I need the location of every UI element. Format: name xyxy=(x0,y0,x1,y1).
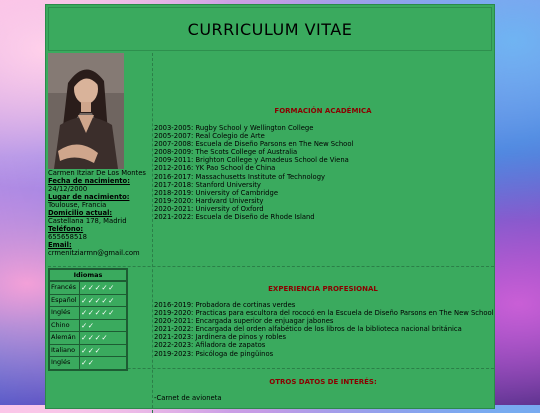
list-item: 2019-2020: Hardvard University xyxy=(154,196,264,205)
language-name: Inglés xyxy=(50,357,80,369)
language-row xyxy=(50,294,126,307)
profile-photo xyxy=(48,53,124,169)
language-name: Francés xyxy=(50,282,80,294)
list-item: 2007-2008: Escuela de Diseño Parsons en The New School xyxy=(154,140,354,149)
list-item: -Carnet de avioneta xyxy=(154,394,222,402)
language-name: Alemán xyxy=(50,332,80,344)
list-item: 2009-2011: Brighton College y Amadeus School de Viena xyxy=(154,156,349,165)
list-item: 2019-2023: Psicóloga de pingüinos xyxy=(154,349,274,358)
experience-title: EXPERIENCIA PROFESIONAL xyxy=(268,285,378,293)
list-item: 2005-2007: Real Colegio de Arte xyxy=(154,132,265,141)
language-name: Italiano xyxy=(50,345,80,357)
address-label: Domicilio actual: xyxy=(48,209,113,217)
language-level-checks: ✓✓ xyxy=(81,358,95,367)
education-list xyxy=(154,124,494,221)
list-item: 2019-2020: Practicas para escultora del rococó en la Escuela de Diseño Parsons en The New School xyxy=(154,309,494,318)
phone-value: 655658518 xyxy=(48,233,87,241)
language-row xyxy=(50,281,126,294)
language-name: Inglés xyxy=(50,307,80,319)
list-item: 2021-2022: Escuela de Diseño de Rhode Island xyxy=(154,213,315,222)
list-item: 2020-2021: Encargada superior de enjuagar jabones xyxy=(154,317,334,326)
language-name: Español xyxy=(50,295,80,307)
page-title: CURRICULUM VITAE xyxy=(187,19,353,39)
row-divider xyxy=(48,266,494,267)
language-row xyxy=(50,319,126,332)
list-item: 2020-2021: University of Oxford xyxy=(154,204,264,213)
language-name: Chino xyxy=(50,320,80,332)
language-level-checks: ✓✓✓✓✓ xyxy=(81,308,115,317)
language-row xyxy=(50,306,126,319)
birth-label: Fecha de nacimiento: xyxy=(48,177,130,185)
place-label: Lugar de nacimiento: xyxy=(48,193,130,201)
education-title: FORMACIÓN ACADÉMICA xyxy=(274,107,372,115)
list-item: 2016-2017: Massachusetts Institute of Technology xyxy=(154,172,326,181)
list-item: 2016-2019: Probadora de cortinas verdes xyxy=(154,301,296,309)
phone-label: Teléfono: xyxy=(48,225,84,233)
language-row xyxy=(50,344,126,357)
email-label: Email: xyxy=(48,241,72,249)
language-level-checks: ✓✓✓✓ xyxy=(81,333,109,342)
list-item: 2017-2018: Stanford University xyxy=(154,180,261,189)
list-item: 2021-2023: Jardinera de pinos y robles xyxy=(154,333,287,342)
place-value: Toulouse, Francia xyxy=(48,201,107,209)
list-item: 2012-2016: YK Pao School de China xyxy=(154,164,276,173)
birth-value: 24/12/2000 xyxy=(48,185,88,193)
language-level-checks: ✓✓✓ xyxy=(81,345,102,355)
full-name: Carmen Itziar De Los Montes xyxy=(48,169,146,177)
column-divider xyxy=(152,53,153,413)
language-row xyxy=(50,356,126,369)
language-level-checks: ✓✓✓✓✓ xyxy=(81,283,115,292)
other-list xyxy=(154,394,494,402)
other-title: OTROS DATOS DE INTERÉS: xyxy=(269,378,377,386)
personal-data xyxy=(48,169,152,257)
list-item: 2003-2005: Rugby School y Wellington College xyxy=(154,124,314,132)
cv-page xyxy=(45,4,495,409)
list-item: 2008-2009: The Scots College of Australia xyxy=(154,148,298,157)
languages-table xyxy=(48,268,128,371)
list-item: 2018-2019: University of Cambridge xyxy=(154,188,278,197)
list-item: 2022-2023: Afiladora de zapatos xyxy=(154,341,266,350)
email-value: crmenitziarmn@gmail.com xyxy=(48,249,140,257)
languages-header: Idiomas xyxy=(50,270,126,281)
language-row xyxy=(50,331,126,344)
list-item: 2021-2022: Encargada del orden alfabético de los libros de la biblioteca nacional británica xyxy=(154,325,462,334)
language-level-checks: ✓✓✓✓✓ xyxy=(81,295,115,305)
address-value: Castellana 178, Madrid xyxy=(48,217,127,225)
title-cell xyxy=(48,7,492,51)
experience-list xyxy=(154,301,494,358)
language-level-checks: ✓✓ xyxy=(81,320,95,330)
